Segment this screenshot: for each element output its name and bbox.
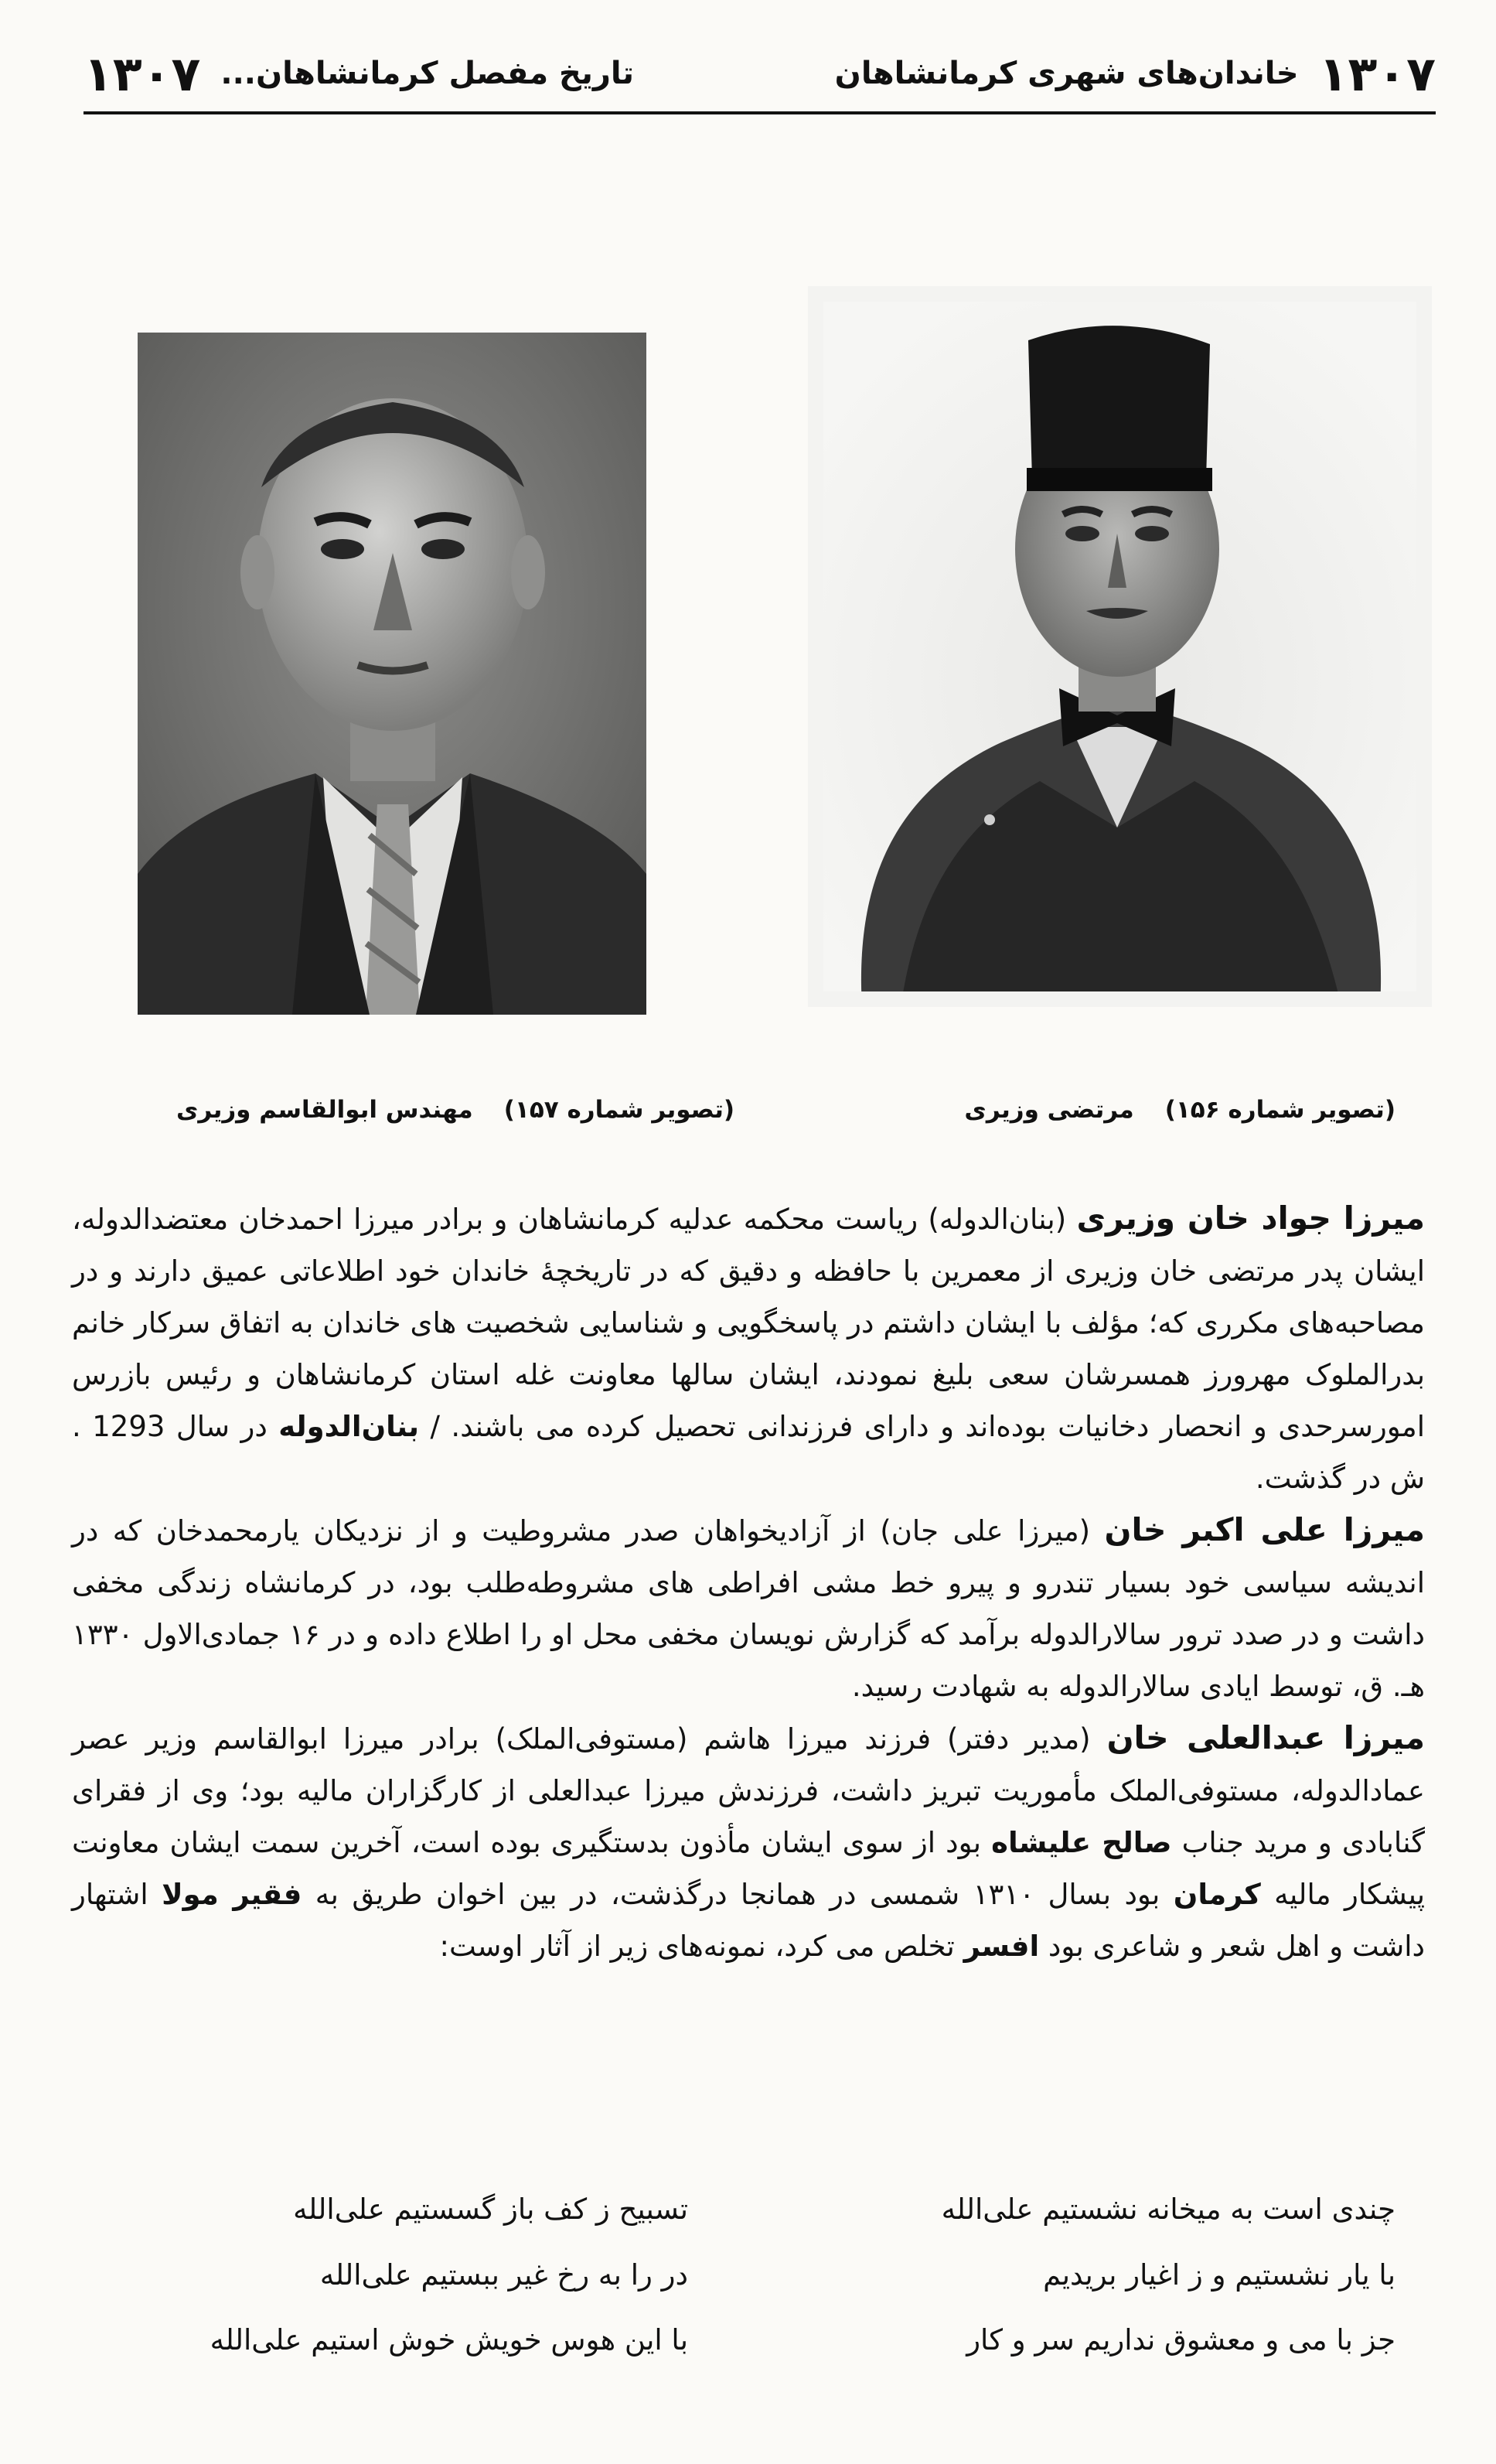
running-title-right: خاندان‌های شهری کرمانشاهان bbox=[834, 56, 1299, 91]
lead-name: میرزا عبدالعلی خان bbox=[1106, 1719, 1425, 1756]
paragraph-text: (میرزا علی جان) از آزادیخواهان صدر مشروطیت و از نزدیکان یارمحمدخان که در اندیشه سیاسی خود بسیار تندرو و پیرو خط مشی افراطی های مشروطه‌طلب بود، در کرمانشاه زندگی مخفی داشت و در صدد ترور سالارالدوله برآمد که گزارش نویسان مخفی محل او را اطلاع داده و در ۱۶ جمادی‌الاول ۱۳۳۰ هـ. ق، توسط ایادی سالارالدوله به شهادت رسید. bbox=[72, 1514, 1425, 1703]
portrait-photo-left bbox=[138, 333, 646, 1015]
page-number-right: ۱۳۰۷ bbox=[1318, 45, 1436, 102]
bold-phrase: فقیر مولا bbox=[162, 1878, 302, 1911]
paragraph-javad-khan bbox=[72, 1193, 1425, 1504]
hemistich: چندی است به میخانه نشستیم علی‌الله bbox=[941, 2193, 1395, 2226]
paragraph-abdolali-khan bbox=[72, 1712, 1425, 1972]
paragraph-text: تخلص می کرد، نمونه‌های زیر از آثار اوست: bbox=[439, 1930, 964, 1963]
bold-phrase: صالح علیشاه bbox=[991, 1826, 1172, 1859]
running-header bbox=[83, 40, 1436, 114]
running-header-right bbox=[835, 40, 1436, 107]
hemistich: با یار نشستیم و ز اغیار بریدیم bbox=[1043, 2258, 1395, 2292]
bold-phrase: بنان‌الدوله bbox=[278, 1410, 420, 1443]
hemistich: با این هوس خویش خوش استیم علی‌الله bbox=[210, 2323, 688, 2357]
portrait-image-left bbox=[138, 333, 646, 1015]
paragraph-text: بود بسال ۱۳۱۰ شمسی در همانجا درگذشت، در بین اخوان طریق به bbox=[302, 1878, 1174, 1911]
figure-number-left: (تصویر شماره ۱۵۷) bbox=[503, 1096, 735, 1124]
paragraph-ali-akbar-khan bbox=[72, 1504, 1425, 1712]
figure-number-right: (تصویر شماره ۱۵۶) bbox=[1164, 1096, 1395, 1124]
portrait-photo-right bbox=[808, 286, 1432, 1007]
lead-name: میرزا علی اکبر خان bbox=[1104, 1511, 1425, 1548]
paragraph-text: (بنان‌الدوله) ریاست محکمه عدلیه کرمانشاهان و برادر میرزا احمدخان معتضدالدوله، ایشان پدر مرتضی خان وزیری از معمرین با حافظه و دقیق که در تاریخچهٔ خاندان خود اطلاعاتی عمیق دارند و در مصاحبه‌های مکرری که؛ مؤلف با ایشان داشتم در پاسخگویی و شناسایی شخصیت های خاندان به اتفاق سرکار خانم بدرالملوک مهرورز همسرشان سعی بلیغ نمودند، ایشان سالها معاونت غله استان کرمانشاهان و رئیس بازرس امورسرحدی و انحصار دخانیات بوده‌اند و دارای فرزندانی تحصیل کرده می باشند. / bbox=[72, 1203, 1425, 1443]
figure-caption-left bbox=[176, 1087, 734, 1133]
lead-name: میرزا جواد خان وزیری bbox=[1076, 1200, 1425, 1237]
page-number-left: ۱۳۰۷ bbox=[83, 45, 201, 102]
hemistich: تسبیح ز کف باز گسستیم علی‌الله bbox=[293, 2193, 688, 2226]
poem-verses bbox=[89, 2181, 1395, 2374]
paragraph-text: اشتهار داشت و اهل شعر و شاعری بود bbox=[72, 1878, 1425, 1963]
paragraph-text: بود از سوی ایشان مأذون بدستگیری بوده است، آخرین سمت ایشان معاونت پیشکار مالیه bbox=[72, 1826, 1426, 1911]
article-body bbox=[72, 1193, 1425, 1972]
bold-phrase: کرمان bbox=[1173, 1878, 1261, 1911]
portrait-image-right bbox=[808, 286, 1432, 1007]
figure-name-left: مهندس ابوالقاسم وزیری bbox=[176, 1096, 473, 1124]
paragraph-text: (مدیر دفتر) فرزند میرزا هاشم (مستوفی‌الملک) برادر میرزا ابوالقاسم وزیر عصر عمادالدوله، مستوفی‌الملک مأموریت تبریز داشت، فرزندش میرزا عبدالعلی از کارگزاران مالیه بود؛ وی از فقرای گنابادی و مرید جناب bbox=[72, 1722, 1425, 1859]
figure-caption-right bbox=[964, 1087, 1395, 1133]
bold-phrase: افسر bbox=[963, 1930, 1040, 1963]
paragraph-text: در سال 1293 . ش در گذشت. bbox=[72, 1410, 1425, 1495]
hemistich: در را به رخ غیر ببستیم علی‌الله bbox=[319, 2258, 688, 2292]
hemistich: جز با می و معشوق نداریم سر و کار bbox=[966, 2323, 1395, 2357]
running-title-left: تاریخ مفصل کرمانشاهان... bbox=[220, 56, 634, 91]
figure-name-right: مرتضی وزیری bbox=[964, 1096, 1134, 1124]
running-header-left bbox=[83, 40, 634, 107]
